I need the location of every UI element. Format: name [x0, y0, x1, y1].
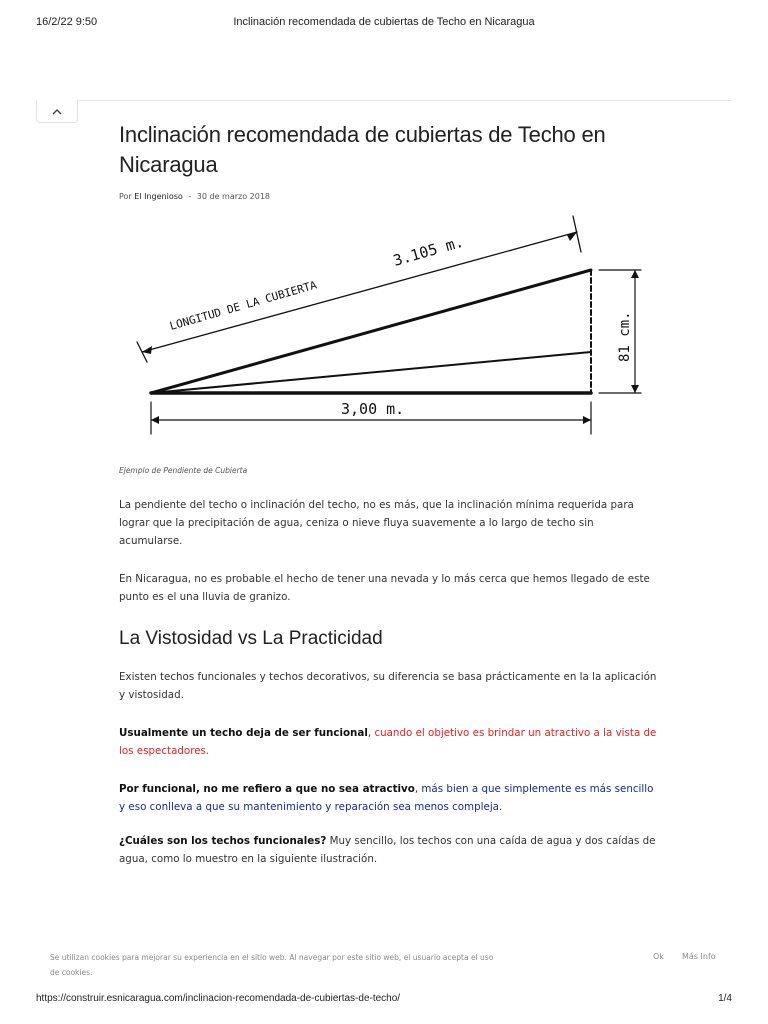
print-page-title: Inclinación recomendada de cubiertas de Techo en Nicaragua	[233, 16, 535, 28]
height-line	[151, 352, 591, 393]
paragraph-nicaragua: En Nicaragua, no es probable el hecho de tener una nevada y lo más cerca que hemos llegado de este punto es el una lluvia de granizo.	[119, 573, 650, 603]
paragraph-functional-bold: Usualmente un techo deja de ser funcional	[119, 727, 368, 739]
paragraph-attractive-highlight: más bien a que simplemente es más sencillo y eso conlleva a que su mantenimiento y reparación sea menos compleja.	[119, 783, 654, 813]
diagram-label-base: 3,00 m.	[341, 400, 405, 418]
roof-slope-diagram	[119, 202, 659, 437]
header-divider	[76, 100, 732, 101]
paragraph-attractive-comma: ,	[414, 783, 419, 795]
paragraph-which	[119, 832, 659, 868]
paragraph-attractive-bold: Por funcional, no me refiero a que no sea atractivo	[119, 783, 415, 795]
paragraph-functional-highlight: cuando el objetivo es brindar un atractivo a la vista de los espectadores.	[119, 727, 657, 757]
section-heading: La Vistosidad vs La Practicidad	[119, 628, 383, 649]
figure-caption: Ejemplo de Pendiente de Cubierta	[119, 466, 248, 475]
cookie-notice-text: Se utilizan cookies para mejorar su experiencia en el sitio web. Al navegar por este sitio web, el usuario acepta el uso de cookies.	[50, 953, 494, 977]
paragraph-attractive	[119, 780, 659, 816]
cookie-ok-button[interactable]: Ok	[653, 952, 664, 961]
chevron-up-icon	[52, 108, 62, 115]
paragraph-definition: La pendiente del techo o inclinación del techo, no es más, que la inclinación mínima requerida para lograr que la precipitación de agua, ceniza o nieve fluya suavemente a lo largo de techo sin acumularse.	[119, 499, 634, 547]
meta-date: 30 de marzo 2018	[196, 192, 271, 201]
paragraph-which-rest: Muy sencillo, los techos con una caída de agua y dos caídas de agua, como lo muestro en la siguiente ilustración.	[119, 835, 656, 865]
cookie-more-info-link[interactable]: Más Info	[682, 952, 716, 961]
cookie-banner	[50, 950, 718, 980]
meta-by: Por	[119, 192, 132, 201]
print-datetime: 16/2/22 9:50	[36, 16, 98, 28]
article-title: Inclinación recomendada de cubiertas de Techo en Nicaragua	[119, 122, 606, 177]
meta-author-link[interactable]: El Ingenioso	[134, 192, 183, 201]
article-meta	[119, 192, 659, 201]
print-url: https://construir.esnicaragua.com/inclinacion-recomendada-de-cubiertas-de-techo/	[36, 993, 401, 1004]
article	[119, 120, 659, 865]
print-page-count: 1/4	[718, 993, 732, 1004]
meta-separator: -	[188, 192, 192, 201]
diagram-label-length: LONGITUD DE LA CUBIERTA	[168, 278, 319, 333]
collapse-header-button[interactable]	[36, 100, 78, 123]
diagram-label-height: 81 cm.	[617, 311, 633, 362]
paragraph-functional	[119, 724, 659, 760]
paragraph-functional-comma: ,	[367, 727, 372, 739]
diagram-label-slope: 3.105 m.	[391, 232, 466, 270]
paragraph-types: Existen techos funcionales y techos decorativos, su diferencia se basa prácticamente en la la aplicación y vistosidad.	[119, 671, 657, 701]
paragraph-which-bold: ¿Cuáles son los techos funcionales?	[119, 835, 327, 847]
